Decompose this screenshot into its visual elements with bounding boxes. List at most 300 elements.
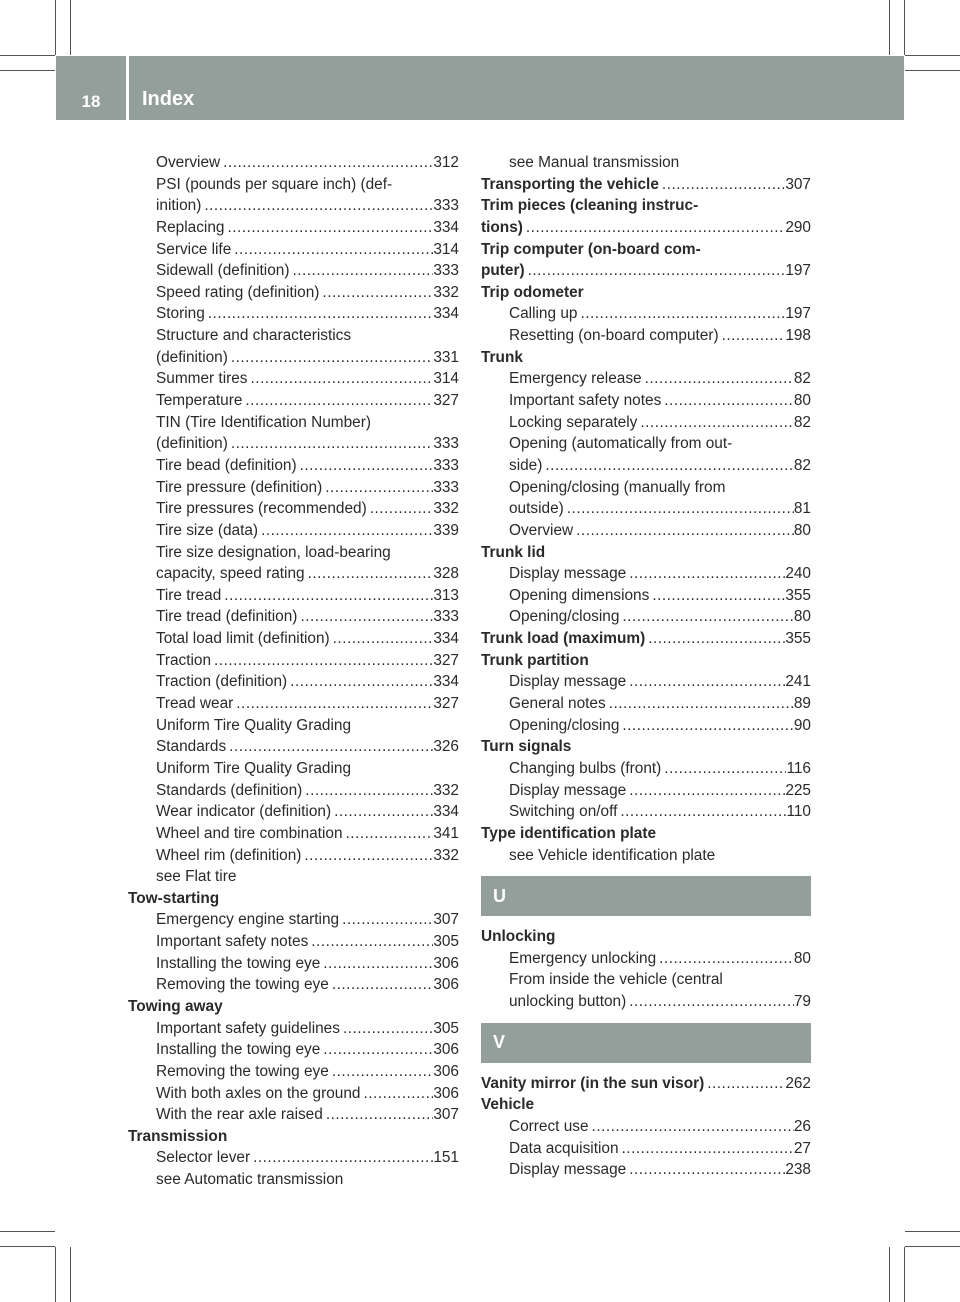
page-reference[interactable]: 290 [785,218,811,236]
entry-text: Total load limit (definition) [156,630,330,648]
entry-text: With the rear axle raised [156,1106,323,1124]
dot-leader [319,282,433,304]
page-reference[interactable]: 306 [433,1062,459,1080]
dot-leader [626,563,785,585]
page-reference[interactable]: 80 [793,521,811,539]
index-entry [128,325,459,347]
page-reference[interactable]: 332 [433,283,459,301]
entry-text: Tow-starting [128,889,220,907]
index-column-left [128,152,459,1191]
page-reference[interactable]: 82 [793,456,811,474]
header-divider [126,56,129,120]
index-heading [481,217,811,239]
dot-leader [659,174,785,196]
entry-text: Wheel rim (definition) [156,846,302,864]
entry-text: Trip odometer [481,283,584,301]
index-heading [481,650,811,672]
index-heading [481,282,811,304]
entry-text: Display message [509,673,627,691]
index-heading [481,239,811,261]
entry-text: Wear indicator (definition) [156,803,332,821]
dot-leader [637,412,794,434]
page-reference[interactable]: 307 [433,911,459,929]
dot-leader [329,1061,433,1083]
entry-text: Display message [509,781,627,799]
entry-text: see Vehicle identification plate [509,846,716,864]
entry-text: Speed rating (definition) [156,283,320,301]
page-reference[interactable]: 198 [785,327,811,345]
index-entry [128,1018,459,1040]
page-reference[interactable]: 79 [793,993,811,1011]
dot-leader [645,628,785,650]
page-reference[interactable]: 89 [793,695,811,713]
dot-leader [220,152,433,174]
entry-text: Correct use [509,1117,589,1135]
page-reference[interactable]: 307 [433,1106,459,1124]
page-reference[interactable]: 312 [433,154,459,171]
entry-text: Type identification plate [481,824,657,842]
index-entry [128,1147,459,1169]
index-heading [481,347,811,369]
entry-text: Trip computer (on-board com- [481,240,701,258]
crop-mark [0,55,55,56]
index-entry [128,693,459,715]
page-reference[interactable]: 80 [793,608,811,626]
entry-text: Trunk lid [481,543,546,561]
index-heading [481,174,811,196]
section-letter: V [481,1023,811,1063]
entry-text: Tire tread (definition) [156,608,298,626]
entry-text: unlocking button) [509,993,627,1011]
index-entry [128,152,459,174]
dot-leader [323,1104,434,1126]
index-heading [481,736,811,758]
page-reference[interactable]: 238 [785,1161,811,1179]
entry-text: Display message [509,1161,627,1179]
entry-text: Important safety guidelines [156,1019,340,1037]
page-reference[interactable]: 305 [433,933,459,951]
dot-leader [231,239,433,261]
entry-text: Important safety notes [156,933,309,951]
index-entry [128,239,459,261]
index-entry [128,823,459,845]
dot-leader [258,520,433,542]
entry-text: Tread wear [156,695,234,713]
index-entry [481,969,811,991]
page-reference[interactable]: 307 [785,175,811,193]
entry-text: Selector lever [156,1149,251,1167]
index-entry [128,303,459,325]
dot-leader [619,715,794,737]
page-reference[interactable]: 306 [433,976,459,994]
index-heading [481,195,811,217]
index-entry [481,498,811,520]
index-entry [128,1169,459,1191]
entry-text: Resetting (on-board computer) [509,327,719,345]
index-entry [128,195,459,217]
index-entry [128,758,459,780]
entry-text: Opening dimensions [509,586,650,604]
entry-text: Standards (definition) [156,781,303,799]
index-entry [128,368,459,390]
page-reference[interactable]: 332 [433,781,459,799]
entry-text: Data acquisition [509,1139,619,1157]
page-title: Index [142,87,195,110]
page-reference[interactable]: 314 [433,370,459,388]
crop-mark [70,0,71,55]
crop-mark [0,70,55,71]
dot-leader [626,780,785,802]
entry-text: Trunk [481,348,523,366]
index-entry [128,174,459,196]
page-reference[interactable]: 82 [793,370,811,388]
page-reference[interactable]: 339 [433,521,459,539]
dot-leader [301,845,433,867]
page-reference[interactable]: 341 [433,824,459,842]
dot-leader [564,498,794,520]
dot-leader [661,758,786,780]
entry-text: Tire pressure (definition) [156,478,323,496]
dot-leader [211,650,433,672]
page-reference[interactable]: 306 [433,954,459,972]
crop-mark [905,70,960,71]
dot-leader [228,433,433,455]
dot-leader [573,520,794,542]
entry-text: Switching on/off [509,803,618,821]
entry-text: see Manual transmission [509,154,680,171]
entry-text: Uniform Tire Quality Grading [156,716,352,734]
index-entry [128,217,459,239]
page-reference[interactable]: 116 [786,759,811,777]
page-reference[interactable]: 355 [785,630,811,648]
index-entry [481,1159,811,1181]
index-entry [128,477,459,499]
entry-text: Opening (automatically from out- [509,435,733,453]
index-entry [481,671,811,693]
dot-leader [339,909,433,931]
index-entry [481,1138,811,1160]
dot-leader [619,606,794,628]
page-reference[interactable]: 80 [793,949,811,967]
index-entry [481,715,811,737]
entry-text: Tire tread [156,586,222,604]
entry-text: Towing away [128,997,223,1015]
dot-leader [649,585,785,607]
dot-leader [329,974,433,996]
dot-leader [201,195,433,217]
crop-mark [904,1247,905,1302]
index-heading [481,260,811,282]
entry-text: From inside the vehicle (central [509,971,723,989]
entry-text: Tire bead (definition) [156,456,297,474]
page-reference[interactable]: 355 [785,586,811,604]
entry-text: Emergency engine starting [156,911,340,929]
dot-leader [656,948,794,970]
dot-leader [343,823,434,845]
index-entry [481,758,811,780]
index-heading [481,1094,811,1116]
index-entry [128,498,459,520]
page-reference[interactable]: 110 [786,803,811,821]
dot-leader [297,606,433,628]
crop-mark [904,0,905,55]
entry-text: see Flat tire [156,868,237,886]
dot-leader [619,1138,794,1160]
index-entry [481,780,811,802]
entry-text: see Automatic transmission [156,1171,344,1189]
page-reference[interactable]: 197 [785,305,811,323]
page-header [56,56,904,120]
page-reference[interactable]: 333 [433,478,459,496]
entry-text: Sidewall (definition) [156,262,290,280]
crop-mark [55,1247,56,1302]
index-entry [481,368,811,390]
index-entry [481,455,811,477]
page-reference[interactable]: 328 [433,565,459,583]
index-entry [128,628,459,650]
dot-leader [322,477,433,499]
entry-text: Installing the towing eye [156,954,321,972]
index-entry [128,347,459,369]
dot-leader [704,1073,785,1095]
index-heading [128,996,459,1018]
dot-leader [360,1083,433,1105]
page-reference[interactable]: 327 [433,695,459,713]
page-reference[interactable]: 314 [433,240,459,258]
index-entry [481,693,811,715]
page-reference[interactable]: 81 [793,500,811,518]
entry-text: capacity, speed rating [156,565,305,583]
index-entry [481,152,811,174]
page-reference[interactable]: 334 [433,218,459,236]
entry-text: Display message [509,565,627,583]
entry-text: inition) [156,197,202,215]
dot-leader [340,1018,433,1040]
crop-mark [905,55,960,56]
entry-text: Standards [156,738,227,756]
dot-leader [525,260,786,282]
page-reference[interactable]: 90 [793,716,811,734]
page-reference[interactable]: 333 [433,608,459,626]
page-number: 18 [81,92,101,111]
index-entry [128,909,459,931]
index-column-right [481,152,811,1181]
entry-text: Replacing [156,218,225,236]
index-entry [128,801,459,823]
index-heading [481,926,811,948]
page-reference[interactable]: 240 [785,565,811,583]
dot-leader [221,585,433,607]
index-entry [128,260,459,282]
entry-text: TIN (Tire Identification Number) [156,413,371,431]
page-reference[interactable]: 306 [433,1041,459,1059]
dot-leader [205,303,434,325]
dot-leader [331,801,433,823]
page-reference[interactable]: 331 [433,348,459,366]
page-reference[interactable]: 326 [433,738,459,756]
index-entry [128,1104,459,1126]
index-entry [128,563,459,585]
dot-leader [606,693,794,715]
index-entry [481,585,811,607]
index-entry [128,715,459,737]
index-entry [481,520,811,542]
dot-leader [577,303,785,325]
index-entry [481,845,811,867]
page-reference[interactable]: 305 [433,1019,459,1037]
page-reference[interactable]: 332 [433,500,459,518]
entry-text: Opening/closing [509,608,620,626]
index-heading [128,888,459,910]
entry-text: Emergency unlocking [509,949,657,967]
entry-text: puter) [481,262,525,280]
index-entry [128,606,459,628]
page-reference[interactable]: 262 [785,1074,811,1092]
page-reference[interactable]: 80 [793,392,811,410]
page-reference[interactable]: 333 [433,262,459,280]
index-entry [481,412,811,434]
crop-mark [889,1247,890,1302]
dot-leader [626,991,794,1013]
dot-leader [642,368,794,390]
dot-leader [367,498,434,520]
entry-text: Removing the towing eye [156,1062,329,1080]
entry-text: Tire pressures (recommended) [156,500,367,518]
page-reference[interactable]: 26 [793,1117,811,1135]
page-reference[interactable]: 225 [785,781,811,799]
entry-text: Calling up [509,305,578,323]
index-entry [128,412,459,434]
index-entry [128,455,459,477]
crop-mark [0,1246,55,1247]
dot-leader [224,217,433,239]
entry-text: Unlocking [481,928,556,946]
dot-leader [250,1147,433,1169]
crop-mark [889,0,890,55]
entry-text: Vehicle [481,1096,535,1114]
dot-leader [248,368,434,390]
index-entry [481,801,811,823]
dot-leader [320,953,433,975]
index-entry [128,736,459,758]
index-entry [481,433,811,455]
entry-text: Vanity mirror (in the sun visor) [481,1074,705,1092]
crop-mark [70,1247,71,1302]
crop-mark [905,1231,960,1232]
page-reference[interactable]: 327 [433,392,459,410]
index-entry [128,1039,459,1061]
page-reference[interactable]: 334 [433,673,459,691]
entry-text: With both axles on the ground [156,1084,361,1102]
entry-text: Installing the towing eye [156,1041,321,1059]
dot-leader [523,217,785,239]
index-entry [481,606,811,628]
page-reference[interactable]: 327 [433,651,459,669]
index-entry [128,1083,459,1105]
page-reference[interactable]: 306 [433,1084,459,1102]
entry-text: Summer tires [156,370,248,388]
dot-leader [542,455,794,477]
dot-leader [305,563,434,585]
dot-leader [617,801,786,823]
index-heading [481,628,811,650]
page-reference[interactable]: 333 [433,197,459,215]
index-entry [481,390,811,412]
entry-text: Overview [509,521,574,539]
entry-text: Service life [156,240,232,258]
entry-text: Storing [156,305,205,323]
dot-leader [228,347,433,369]
dot-leader [242,390,433,412]
dot-leader [302,780,433,802]
index-entry [128,433,459,455]
page-reference[interactable]: 332 [433,846,459,864]
page-reference[interactable]: 82 [793,413,811,431]
page-reference[interactable]: 27 [793,1139,811,1157]
entry-text: PSI (pounds per square inch) (def- [156,175,393,193]
index-entry [128,671,459,693]
dot-leader [289,260,433,282]
index-entry [128,780,459,802]
index-entry [128,650,459,672]
entry-text: side) [509,456,543,474]
entry-text: Wheel and tire combination [156,824,343,842]
page-reference[interactable]: 334 [433,803,459,821]
dot-leader [320,1039,433,1061]
page-reference[interactable]: 334 [433,305,459,323]
index-heading [481,1073,811,1095]
dot-leader [626,671,785,693]
page-reference[interactable]: 334 [433,630,459,648]
index-entry [481,477,811,499]
index-entry [128,931,459,953]
entry-text: Emergency release [509,370,642,388]
page-reference[interactable]: 197 [785,262,811,280]
entry-text: Trunk load (maximum) [481,630,646,648]
entry-text: Tire size (data) [156,521,259,539]
index-heading [481,823,811,845]
page-reference[interactable]: 333 [433,456,459,474]
entry-text: (definition) [156,348,228,366]
index-entry [481,563,811,585]
index-entry [128,585,459,607]
page-reference[interactable]: 241 [785,673,811,691]
index-entry [128,1061,459,1083]
index-entry [128,974,459,996]
entry-text: Locking separately [509,413,638,431]
entry-text: Removing the towing eye [156,976,329,994]
entry-text: Opening/closing (manually from [509,478,726,496]
entry-text: Turn signals [481,738,572,756]
entry-text: Opening/closing [509,716,620,734]
entry-text: Transmission [128,1127,228,1145]
page-reference[interactable]: 151 [433,1149,459,1167]
dot-leader [226,736,433,758]
entry-text: Trunk partition [481,651,589,669]
entry-text: Changing bulbs (front) [509,759,662,777]
index-heading [128,1126,459,1148]
section-letter: U [481,876,811,916]
entry-text: Transporting the vehicle [481,175,659,193]
crop-mark [905,1246,960,1247]
entry-text: tions) [481,218,523,236]
page-reference[interactable]: 333 [433,435,459,453]
dot-leader [626,1159,785,1181]
dot-leader [589,1116,794,1138]
entry-text: Important safety notes [509,392,662,410]
entry-text: Temperature [156,392,243,410]
page-reference[interactable]: 313 [433,586,459,604]
